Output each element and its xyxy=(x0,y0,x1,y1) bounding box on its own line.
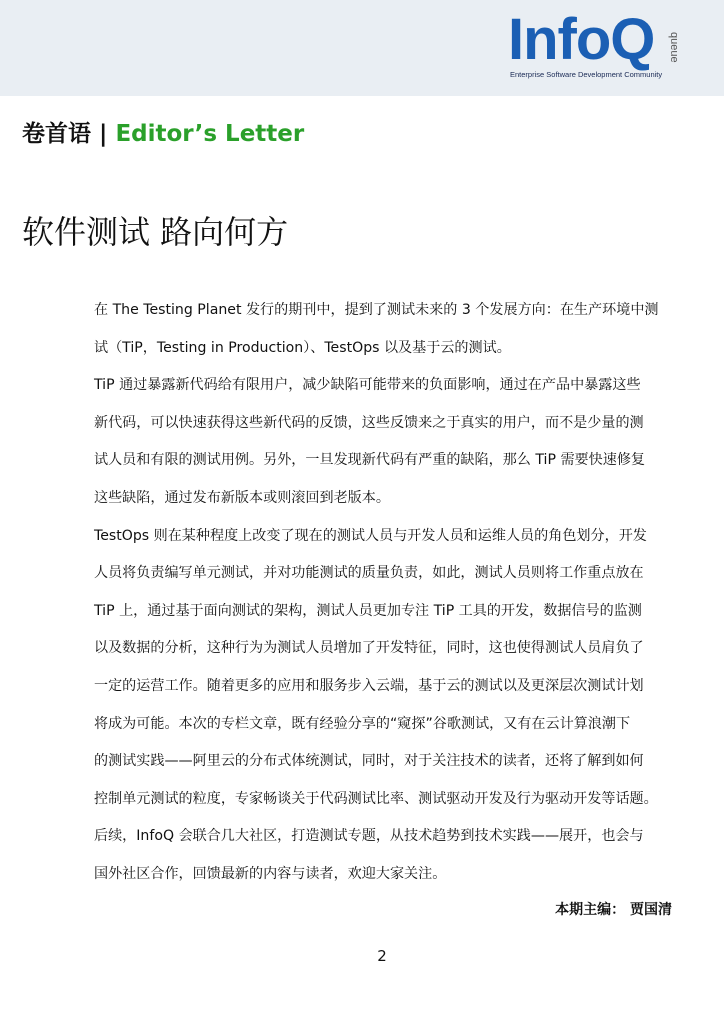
article-body xyxy=(94,292,684,894)
body-line: 试（TiP，Testing in Production）、TestOps 以及基于云的测试。 xyxy=(94,339,511,356)
logo-tagline: Enterprise Software Development Community xyxy=(510,70,663,79)
body-line: TestOps 则在某种程度上改变了现在的测试人员与开发人员和运维人员的角色划分，开发 xyxy=(94,527,647,544)
body-line: 试人员和有限的测试用例。另外，一旦发现新代码有严重的缺陷，那么 TiP 需要快速修复 xyxy=(94,452,646,469)
article-title: 软件测试 路向何方 xyxy=(22,213,289,251)
body-line: 这些缺陷，通过发布新版本或则滚回到老版本。 xyxy=(94,489,390,506)
logo-queue-text: queue xyxy=(668,32,680,63)
body-line: 将成为可能。本次的专栏文章，既有经验分享的“窥探”谷歌测试，又有在云计算浪潮下 xyxy=(94,715,631,732)
body-line: 一定的运营工作。随着更多的应用和服务步入云端，基于云的测试以及更深层次测试计划 xyxy=(94,677,644,694)
body-line: 人员将负责编写单元测试，并对功能测试的质量负责，如此，测试人员则将工作重点放在 xyxy=(94,565,644,582)
author-credit: 本期主编： 贾国清 xyxy=(555,902,672,918)
body-line: 后续，InfoQ 会联合几大社区，打造测试专题，从技术趋势到技术实践——展开，也会与 xyxy=(94,828,644,845)
body-line: TiP 上，通过基于面向测试的架构，测试人员更加专注 TiP 工具的开发，数据信号的监测 xyxy=(94,602,642,619)
body-line: 以及数据的分析，这种行为为测试人员增加了开发特征，同时，这也使得测试人员肩负了 xyxy=(94,640,644,657)
logo-wordmark: InfoQ xyxy=(508,7,655,72)
header-band xyxy=(0,0,724,96)
section-separator: | xyxy=(99,121,108,147)
body-line: 新代码，可以快速获得这些新代码的反馈，这些反馈来之于真实的用户，而不是少量的测 xyxy=(94,414,644,431)
section-title-en: Editor’s Letter xyxy=(115,121,305,147)
section-heading xyxy=(22,116,304,152)
body-line: 在 The Testing Planet 发行的期刊中，提到了测试未来的 3 个发展方向：在生产环境中测 xyxy=(94,302,659,318)
body-line: TiP 通过暴露新代码给有限用户，减少缺陷可能带来的负面影响，通过在产品中暴露这些 xyxy=(94,377,641,394)
infoq-logo xyxy=(508,8,698,88)
body-line: 国外社区合作，回馈最新的内容与读者，欢迎大家关注。 xyxy=(94,865,447,882)
body-line: 的测试实践——阿里云的分布式体统测试，同时，对于关注技术的读者，还将了解到如何 xyxy=(94,753,644,770)
body-line: 控制单元测试的粒度，专家畅谈关于代码测试比率、测试驱动开发及行为驱动开发等话题。 xyxy=(94,790,658,807)
section-title-zh: 卷首语 xyxy=(22,121,91,147)
page-number: 2 xyxy=(377,947,387,965)
